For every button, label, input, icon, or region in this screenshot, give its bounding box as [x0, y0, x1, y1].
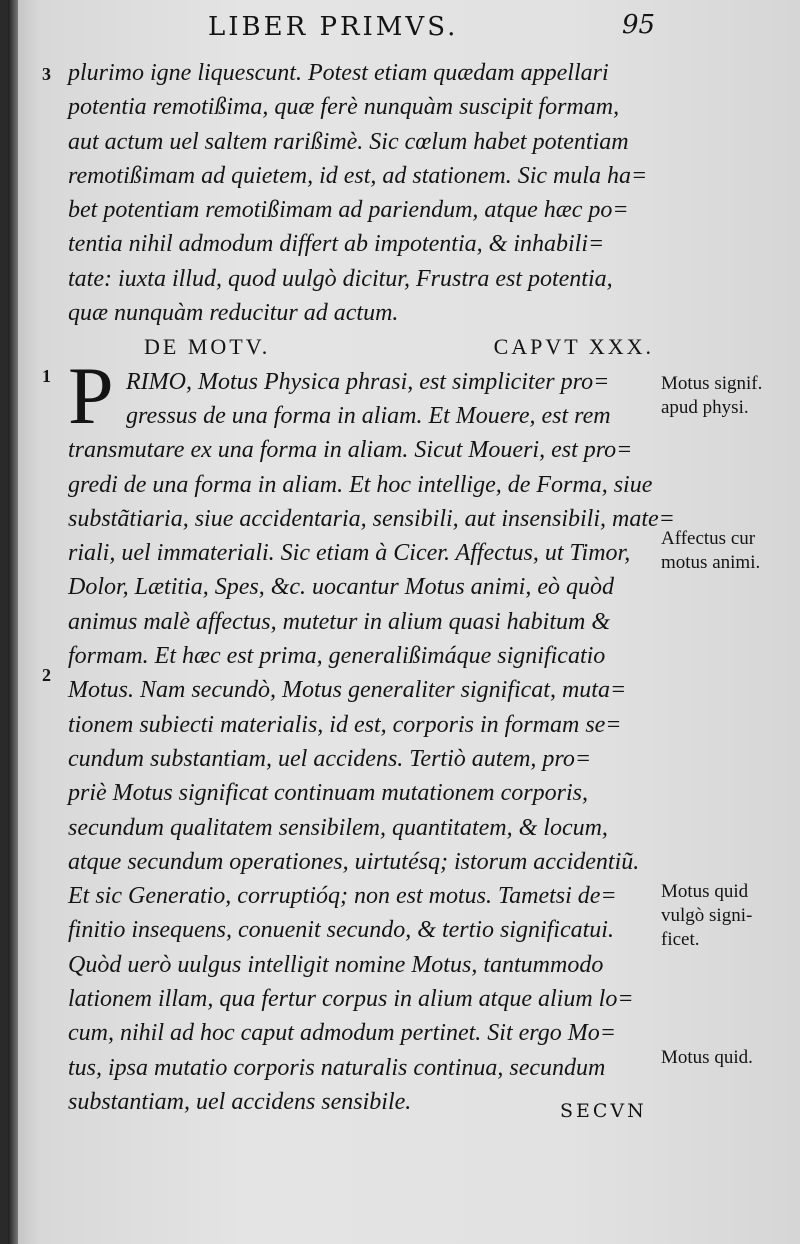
margin-note: [661, 880, 800, 952]
text-line: tus, ipsa mutatio corporis naturalis continua, secundum: [68, 1054, 606, 1081]
text-line: formam. Et hæc est prima, generalißimáque significatio: [68, 643, 606, 670]
text-line: tate: iuxta illud, quod uulgò dicitur, Frustra est potentia,: [68, 265, 613, 292]
text-line: plurimo igne liquescunt. Potest etiam quædam appellari: [68, 60, 609, 86]
text-line: priè Motus significat continuam mutationem corporis,: [68, 780, 588, 807]
margin-note-line: Motus quid.: [661, 1047, 753, 1068]
chapter-title: DE MOTV.: [144, 334, 271, 360]
text-line: riali, uel immateriali. Sic etiam à Cicer. Affectus, ut Timor,: [68, 540, 631, 567]
paragraph-marker: 1: [42, 366, 51, 386]
margin-note-line: ficet.: [661, 929, 700, 950]
text-line: cum, nihil ad hoc caput admodum pertinet. Sit ergo Mo=: [68, 1020, 616, 1047]
drop-capital: P: [68, 350, 114, 441]
text-line: tentia nihil admodum differt ab impotentia, & inhabili=: [68, 231, 605, 258]
text-line: remotißimam ad quietem, id est, ad stationem. Sic mula ha=: [68, 162, 648, 189]
paragraph-marker: 3: [42, 64, 51, 84]
text-line: RIMO, Motus Physica phrasi, est simpliciter pro=: [126, 368, 610, 395]
gutter-shadow: [8, 0, 18, 1244]
chapter-heading: [68, 330, 654, 364]
page-number: 95: [622, 10, 656, 40]
margin-note-line: vulgò signi-: [661, 905, 753, 926]
margin-note-line: Affectus cur: [661, 528, 756, 549]
text-line: lationem illam, qua fertur corpus in alium atque alium lo=: [68, 986, 634, 1013]
margin-note: [661, 527, 800, 575]
running-title: LIBER PRIMVS.: [208, 12, 459, 42]
text-line: substantiam, uel accidens sensibile.: [68, 1088, 412, 1115]
text-line: aut actum uel saltem rarißimè. Sic cœlum habet potentiam: [68, 128, 629, 155]
text-line: gredi de una forma in aliam. Et hoc intellige, de Forma, siue: [68, 471, 653, 498]
text-line: Quòd uerò uulgus intelligit nomine Motus, tantummodo: [68, 951, 604, 978]
text-line: secundum qualitatem sensibilem, quantitatem, & locum,: [68, 814, 608, 841]
text-line: atque secundum operationes, uirtutésq; istorum accidentiũ.: [68, 848, 640, 875]
text-line: transmutare ex una forma in aliam. Sicut Moueri, est pro=: [68, 437, 633, 464]
text-line: Et sic Generatio, corruptióq; non est motus. Tametsi de=: [68, 883, 617, 910]
text-line: Dolor, Lætitia, Spes, &c. uocantur Motus animi, eò quòd: [68, 574, 614, 601]
margin-note-line: motus animi.: [661, 552, 761, 573]
text-line: substãtiaria, siue accidentaria, sensibili, aut insensibili, mate=: [68, 505, 675, 532]
chapter-number: CAPVT XXX.: [493, 334, 654, 360]
margin-note: [661, 1046, 800, 1070]
text-line: cundum substantiam, uel accidens. Tertiò autem, pro=: [68, 745, 592, 772]
paragraph-marker: 2: [42, 665, 51, 685]
margin-note-line: apud physi.: [661, 397, 749, 418]
text-line: gressus de una forma in aliam. Et Mouere, est rem: [126, 402, 611, 429]
text-line: bet potentiam remotißimam ad pariendum, atque hæc po=: [68, 197, 629, 224]
margin-note-line: Motus signif.: [661, 373, 763, 394]
text-line: quæ nunquàm reducitur ad actum.: [68, 300, 399, 327]
text-line: animus malè affectus, mutetur in alium quasi habitum &: [68, 608, 610, 635]
margin-note: [661, 372, 800, 420]
text-line: potentia remotißima, quæ ferè nunquàm suscipit formam,: [68, 94, 620, 121]
margin-note-line: Motus quid: [661, 881, 749, 902]
catchword: SECVN: [560, 1100, 647, 1122]
text-line: Motus. Nam secundò, Motus generaliter significat, muta=: [68, 677, 627, 704]
body-text: [68, 56, 675, 1119]
text-line: finitio insequens, conuenit secundo, & tertio significatui.: [68, 917, 614, 944]
book-page: [8, 0, 800, 1244]
text-line: tionem subiecti materialis, id est, corporis in formam se=: [68, 711, 622, 738]
